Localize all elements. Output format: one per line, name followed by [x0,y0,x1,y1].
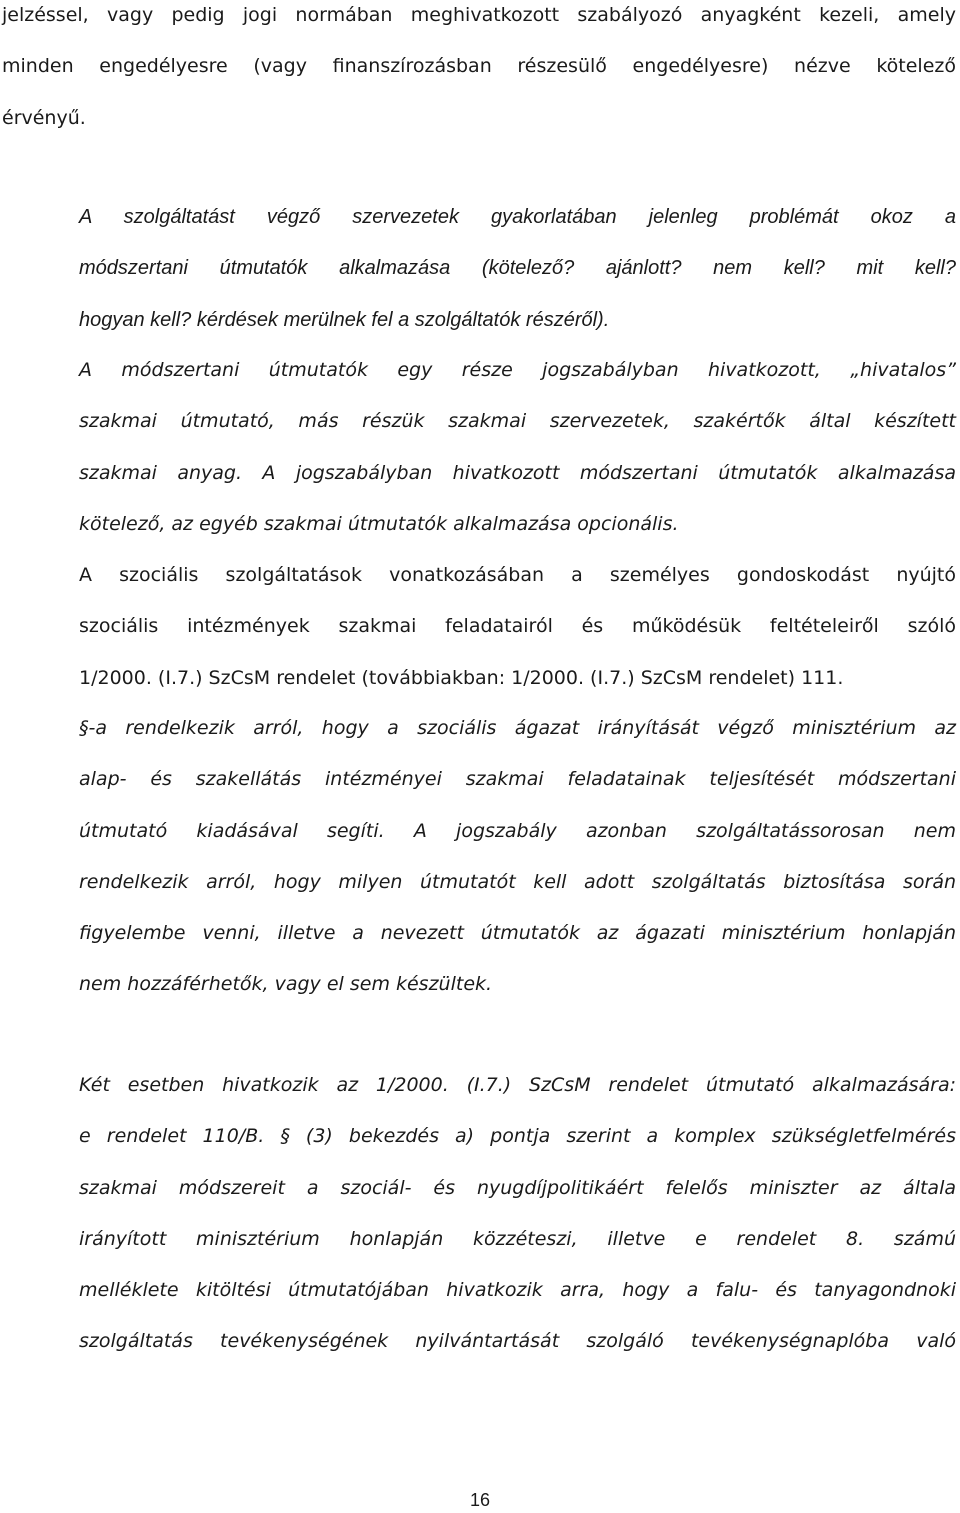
text-line: figyelembe venni, illetve a nevezett útmutatók az ágazati minisztérium honlapján [79,922,956,945]
text-line: kötelező, az egyéb szakmai útmutatók alkalmazása opcionális. [79,512,679,535]
page-number: 16 [469,1490,491,1510]
text-line: szociális intézmények szakmai feladatairól és működésük feltételeiről szóló [79,615,956,638]
paragraph-continuation [2,0,956,144]
text-line: Két esetben hivatkozik az 1/2000. (I.7.) SzCsM rendelet útmutató alkalmazására: [79,1074,956,1096]
paragraph-regulation-italic [79,703,956,1011]
text-line: nem hozzáférhetők, vagy el sem készültek. [79,973,493,996]
text-line: melléklete kitöltési útmutatójában hivatkozik arra, hogy a falu- és tanyagondnoki [79,1279,956,1302]
text-line: A szociális szolgáltatások vonatkozásában a személyes gondoskodást nyújtó [79,564,956,586]
text-line: A módszertani útmutatók egy része jogszabályban hivatkozott, „hivatalos” [79,359,956,381]
text-line: szakmai útmutató, más részük szakmai szervezetek, szakértők által készített [79,410,956,433]
text-line: alap- és szakellátás intézményei szakmai feladatainak teljesítését módszertani [79,768,956,791]
text-line: hogyan kell? kérdések merülnek fel a szolgáltatók részéről). [79,308,610,331]
text-line: módszertani útmutatók alkalmazása (kötelező? ajánlott? nem kell? mit kell? [79,257,956,280]
paragraph-regulation [79,550,956,704]
text-line: jelzéssel, vagy pedig jogi normában meghivatkozott szabályozó anyagként kezeli, amely [2,4,956,26]
text-line: rendelkezik arról, hogy milyen útmutatót kell adott szolgáltatás biztosítása során [79,870,956,893]
text-line: szakmai módszereit a szociál- és nyugdíjpolitikáért felelős miniszter az általa [79,1176,956,1199]
paragraph-problem-statement [79,192,956,346]
text-line: érvényű. [2,106,86,129]
text-line: §-a rendelkezik arról, hogy a szociális ágazat irányítását végző minisztérium az [79,717,956,739]
text-line: irányított minisztérium honlapján közzéteszi, illetve e rendelet 8. számú [79,1227,956,1250]
text-line: szakmai anyag. A jogszabályban hivatkozott módszertani útmutatók alkalmazása [79,461,956,484]
text-line: szolgáltatás tevékenységének nyilvántartását szolgáló tevékenységnaplóba való [79,1330,956,1353]
paragraph-guidelines-types [79,345,956,550]
text-line: e rendelet 110/B. § (3) bekezdés a) pontja szerint a komplex szükségletfelmérés [79,1125,956,1148]
paragraph-two-cases [79,1060,956,1368]
text-line: A szolgáltatást végző szervezetek gyakorlatában jelenleg problémát okoz a [79,206,956,228]
text-line: minden engedélyesre (vagy finanszírozásban részesülő engedélyesre) nézve kötelező [2,55,956,78]
text-line: útmutató kiadásával segíti. A jogszabály azonban szolgáltatássorosan nem [79,819,956,842]
text-line: 1/2000. (I.7.) SzCsM rendelet (továbbiakban: 1/2000. (I.7.) SzCsM rendelet) 111. [79,666,844,689]
